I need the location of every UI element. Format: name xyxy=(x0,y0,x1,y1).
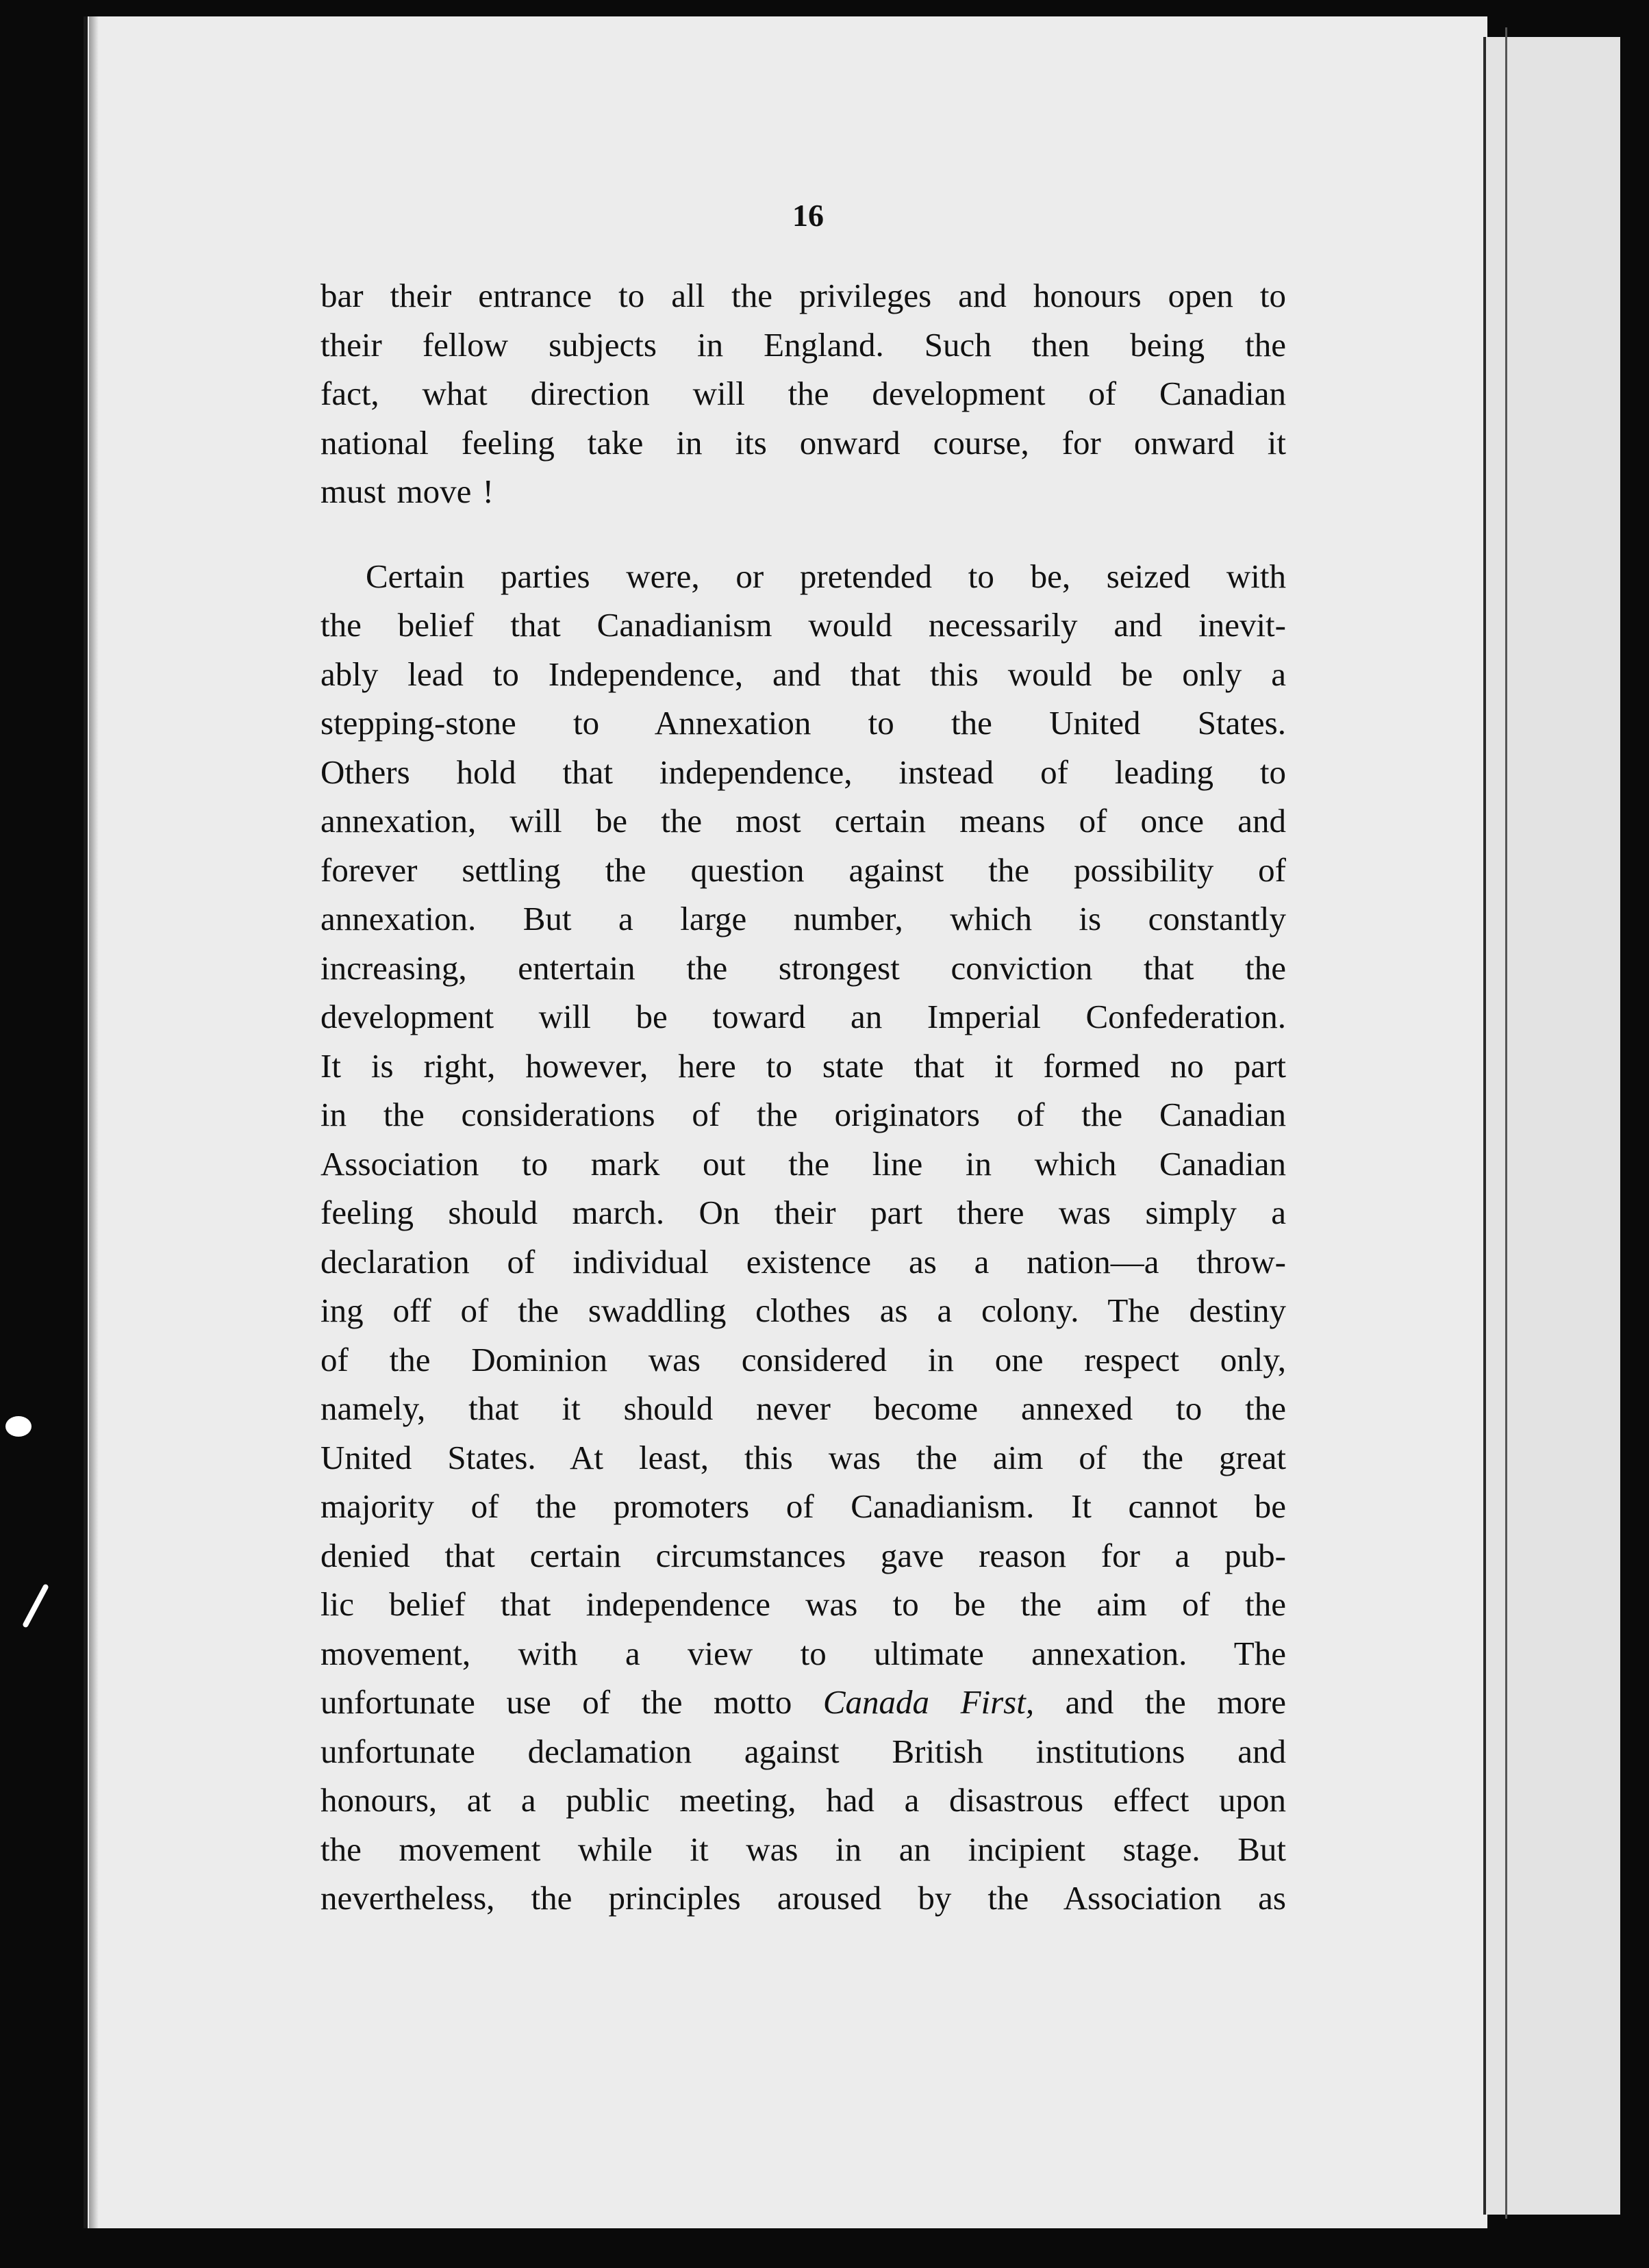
page-gutter-shadow xyxy=(89,16,99,2228)
text-line: of the Dominion was considered in one respect only, xyxy=(320,1340,1286,1378)
text-line: feeling should march. On their part there was simply a xyxy=(320,1194,1286,1231)
text-line: annexation, will be the most certain means of once and xyxy=(320,802,1286,840)
text-line: declaration of individual existence as a nation—a throw- xyxy=(320,1242,1286,1281)
text-line: stepping-stone to Annexation to the United States. xyxy=(320,704,1286,742)
text-line: forever settling the question against the possibility of xyxy=(320,850,1286,889)
text-line: their fellow subjects in England. Such then being the xyxy=(320,325,1286,364)
scan-speck xyxy=(5,1416,32,1437)
text-line: development will be toward an Imperial Confederation. xyxy=(320,998,1286,1035)
text-line: It is right, however, here to state that it formed no part xyxy=(320,1046,1286,1085)
text-line: lic belief that independence was to be the aim of the xyxy=(320,1585,1286,1623)
text-line: unfortunate declamation against British institutions and xyxy=(320,1732,1286,1770)
paragraph-2 xyxy=(320,552,1286,1923)
text-line: ing off of the swaddling clothes as a colony. The destiny xyxy=(320,1292,1286,1329)
motto-canada-first: Canada First, xyxy=(822,1683,1035,1721)
text-line: Certain parties were, or pretended to be, seized with xyxy=(366,557,1286,595)
text-line: honours, at a public meeting, had a disastrous effect upon xyxy=(320,1781,1286,1819)
text-line: in the considerations of the originators of the Canadian xyxy=(320,1096,1286,1133)
body-text xyxy=(320,271,1286,1923)
text-line: Association to mark out the line in which Canadian xyxy=(320,1144,1286,1183)
text-line-motto xyxy=(320,1678,1286,1727)
text-line: national feeling take in its onward course, for onward it xyxy=(320,423,1286,462)
text-line: increasing, entertain the strongest conviction that the xyxy=(320,948,1286,987)
page-fold-line xyxy=(1505,27,1507,2219)
text-line: United States. At least, this was the aim of the great xyxy=(320,1438,1286,1476)
text-line: ably lead to Independence, and that this would be only a xyxy=(320,655,1286,693)
page-number: 16 xyxy=(792,198,824,233)
adjacent-page-edge xyxy=(1483,37,1620,2215)
text-line: bar their entrance to all the privileges and honours open to xyxy=(320,277,1286,314)
text-line: annexation. But a large number, which is constantly xyxy=(320,900,1286,937)
text-line: must move ! xyxy=(320,473,494,510)
scan-speck xyxy=(22,1583,49,1628)
text-line: fact, what direction will the development of Canadian xyxy=(320,375,1286,412)
text-fragment: and the more xyxy=(1034,1683,1287,1721)
text-line: nevertheless, the principles aroused by the Association as xyxy=(320,1879,1286,1917)
text-line: denied that certain circumstances gave reason for a pub- xyxy=(320,1536,1286,1574)
text-fragment: unfortunate use of the motto xyxy=(320,1683,823,1721)
paragraph-1 xyxy=(320,271,1286,516)
text-line: majority of the promoters of Canadianism. It cannot be xyxy=(320,1487,1286,1525)
text-line: Others hold that independence, instead of leading to xyxy=(320,753,1286,791)
text-line: the belief that Canadianism would necessarily and inevit- xyxy=(320,606,1286,644)
text-line: the movement while it was in an incipient stage. But xyxy=(320,1830,1286,1868)
text-line: movement, with a view to ultimate annexation. The xyxy=(320,1634,1286,1672)
text-line: namely, that it should never become annexed to the xyxy=(320,1389,1286,1427)
